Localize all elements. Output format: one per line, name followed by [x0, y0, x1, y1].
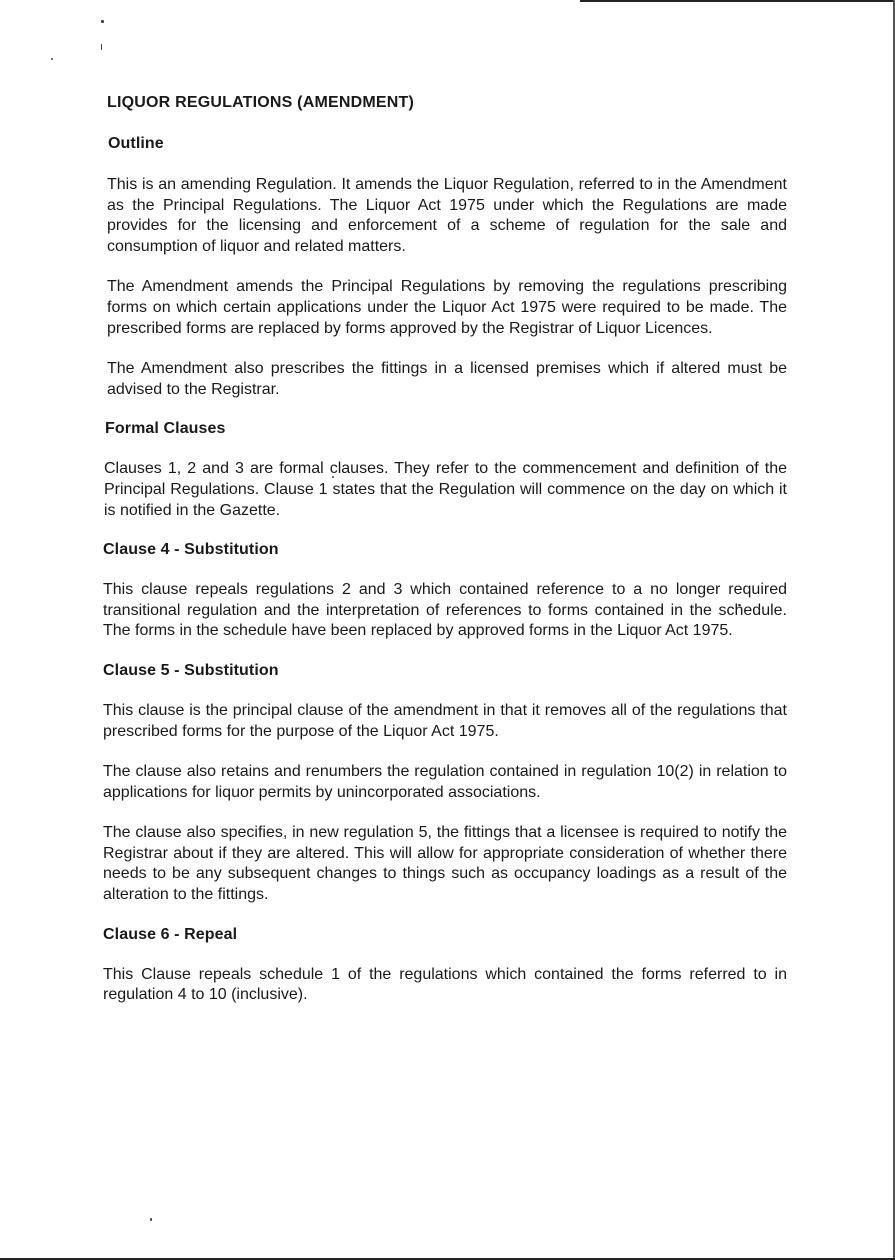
section-heading: Outline — [108, 135, 164, 152]
paragraph: The clause also retains and renumbers the regulation contained in regulation 10(2) in relation to applications for liquor permits by unincorporated associations. — [103, 763, 787, 801]
paragraph: The clause also specifies, in new regulation 5, the fittings that a licensee is required to notify the Registrar about if they are altered. This will allow for appropriate consideration of whether there needs to be any subsequent changes to things such as occupancy loadings as a result of the alteration to the fittings. — [103, 824, 787, 904]
document-body — [103, 94, 787, 1026]
paragraph: The Amendment also prescribes the fittings in a licensed premises which if altered must be advised to the Registrar. — [107, 360, 787, 398]
section-outline — [103, 135, 787, 400]
section-heading: Clause 4 - Substitution — [103, 541, 279, 559]
paragraph: This clause is the principal clause of the amendment in that it removes all of the regulations that prescribed forms for the purpose of the Liquor Act 1975. — [103, 701, 787, 740]
scan-speck — [101, 44, 102, 50]
scan-speck — [51, 58, 53, 60]
scan-edge-top — [580, 0, 895, 2]
paragraph: This Clause repeals schedule 1 of the regulations which contained the forms referred to in regulation 4 to 10 (inclusive). — [103, 965, 787, 1004]
paragraph: Clauses 1, 2 and 3 are formal clauses. They refer to the commencement and definition of the Principal Regulations. Clause 1 states that the Regulation will commence on the day on which it is notified in the Gazette. — [104, 460, 787, 519]
section-heading: Clause 5 - Substitution — [103, 661, 279, 679]
section-clause-5 — [103, 662, 787, 906]
scan-speck — [101, 20, 104, 23]
section-heading: Clause 6 - Repeal — [103, 925, 238, 943]
paragraph: This is an amending Regulation. It amends the Liquor Regulation, referred to in the Amendment as the Principal Regulations. The Liquor Act 1975 under which the Regulations are made provides for the licensing and enforcement of a scheme of regulation for the sale and consumption of liquor and related matters. — [107, 176, 787, 255]
document-title: LIQUOR REGULATIONS (AMENDMENT) — [107, 94, 415, 111]
section-formal-clauses — [103, 420, 787, 521]
paragraph: This clause repeals regulations 2 and 3 which contained reference to a no longer required transitional regulation and the interpretation of references to forms contained in the schedule. The forms in the schedule have been replaced by approved forms in the Liquor Act 1975. — [103, 581, 787, 640]
section-heading: Formal Clauses — [105, 420, 226, 438]
section-clause-6 — [103, 926, 787, 1006]
section-clause-4 — [103, 541, 787, 642]
scan-speck — [150, 1218, 152, 1221]
paragraph: The Amendment amends the Principal Regulations by removing the regulations prescribing forms on which certain applications under the Liquor Act 1975 were required to be made. The prescribed forms are replaced by forms approved by the Registrar of Liquor Licences. — [107, 278, 787, 337]
